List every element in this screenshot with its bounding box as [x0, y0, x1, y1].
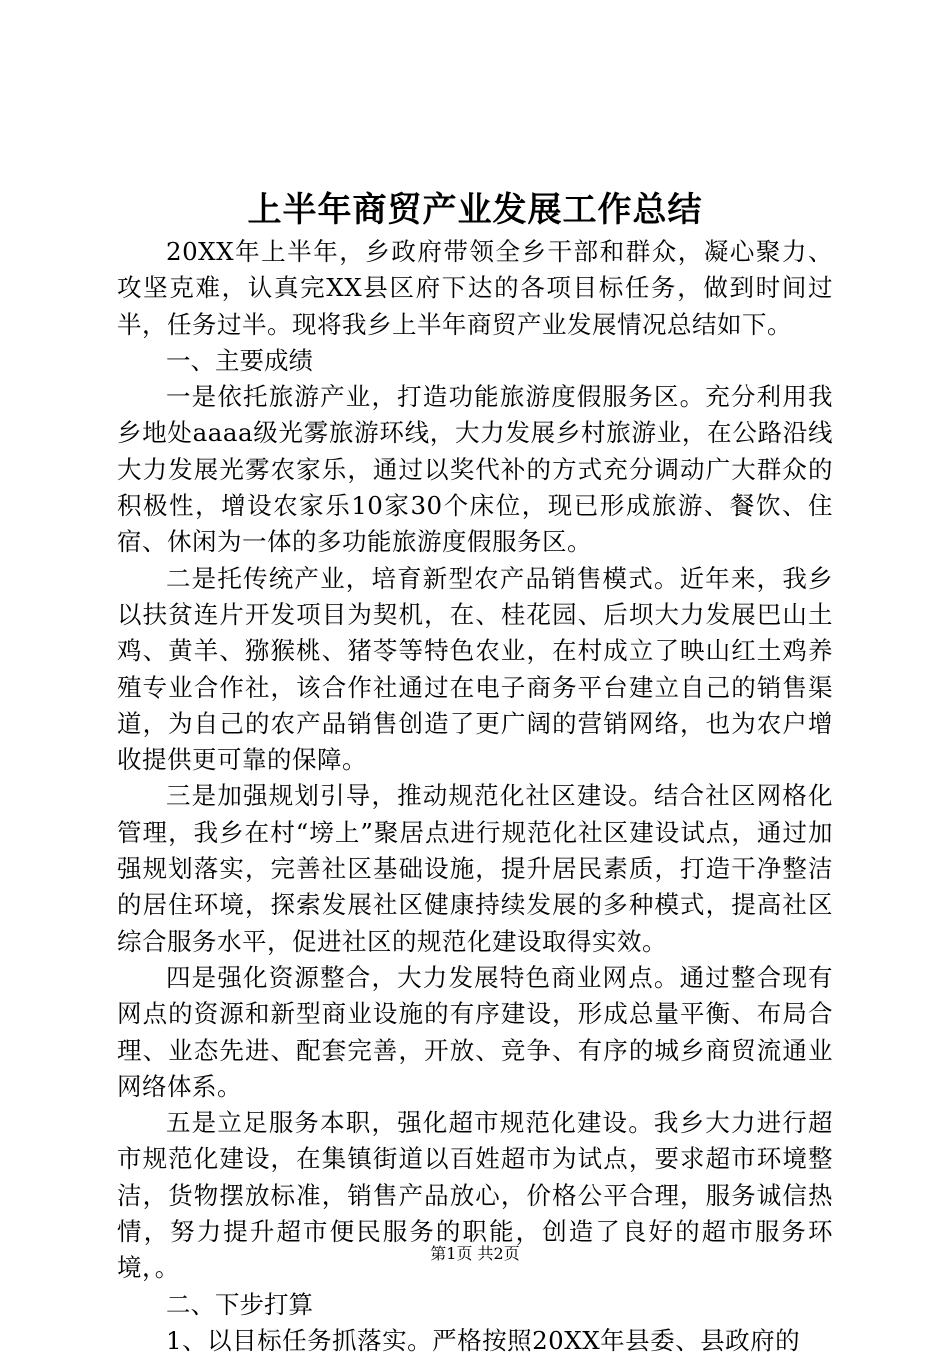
paragraph-traditional-industry: 二是托传统产业，培育新型农产品销售模式。近年来，我乡以扶贫连片开发项目为契机，在、桂花园、后坝大力发展巴山土鸡、黄羊、猕猴桃、猪苓等特色农业，在村成立了映山红土鸡养殖专业合作社，该合作社通过在电子商务平台建立自己的销售渠道，为自己的农产品销售创造了更广阔的营销网络，也为农户增收提供更可靠的保障。: [117, 563, 833, 775]
page-footer: 第1页 共2页: [430, 1244, 520, 1263]
section-heading-next-steps: 二、下步打算: [166, 1289, 313, 1319]
paragraph-resource-integration: 四是强化资源整合，大力发展特色商业网点。通过整合现有网点的资源和新型商业设施的有序建设，形成总量平衡、布局合理、业态先进、配套完善，开放、竞争、有序的城乡商贸流通业网络体系。: [117, 962, 833, 1101]
paragraph-community-planning: 三是加强规划引导，推动规范化社区建设。结合社区网格化管理，我乡在村“塝上”聚居点进行规范化社区建设试点，通过加强规划落实，完善社区基础设施，提升居民素质，打造干净整洁的居住环境，探索发展社区健康持续发展的多种模式，提高社区综合服务水平，促进社区的规范化建设取得实效。: [117, 781, 833, 956]
paragraph-targets: 1、以目标任务抓落实。严格按照20XX年县委、县政府的: [166, 1325, 801, 1355]
document-body: [117, 234, 833, 1359]
document-title: 上半年商贸产业发展工作总结: [247, 190, 703, 230]
paragraph-supermarket: 五是立足服务本职，强化超市规范化建设。我乡大力进行超市规范化建设，在集镇街道以百姓超市为试点，要求超市环境整洁，货物摆放标准，销售产品放心，价格公平合理，服务诚信热情，努力提升超市便民服务的职能，创造了良好的超市服务环境，。: [117, 1108, 833, 1283]
section-heading-achievements: 一、主要成绩: [166, 345, 313, 375]
paragraph-tourism: 一是依托旅游产业，打造功能旅游度假服务区。充分利用我乡地处aaaa级光雾旅游环线，大力发展乡村旅游业，在公路沿线大力发展光雾农家乐，通过以奖代补的方式充分调动广大群众的积极性，增设农家乐10家30个床位，现已形成旅游、餐饮、住宿、休闲为一体的多功能旅游度假服务区。: [117, 382, 833, 557]
paragraph-intro: 20XX年上半年，乡政府带领全乡干部和群众，凝心聚力、攻坚克难，认真完XX县区府下达的各项目标任务，做到时间过半，任务过半。现将我乡上半年商贸产业发展情况总结如下。: [117, 237, 833, 339]
